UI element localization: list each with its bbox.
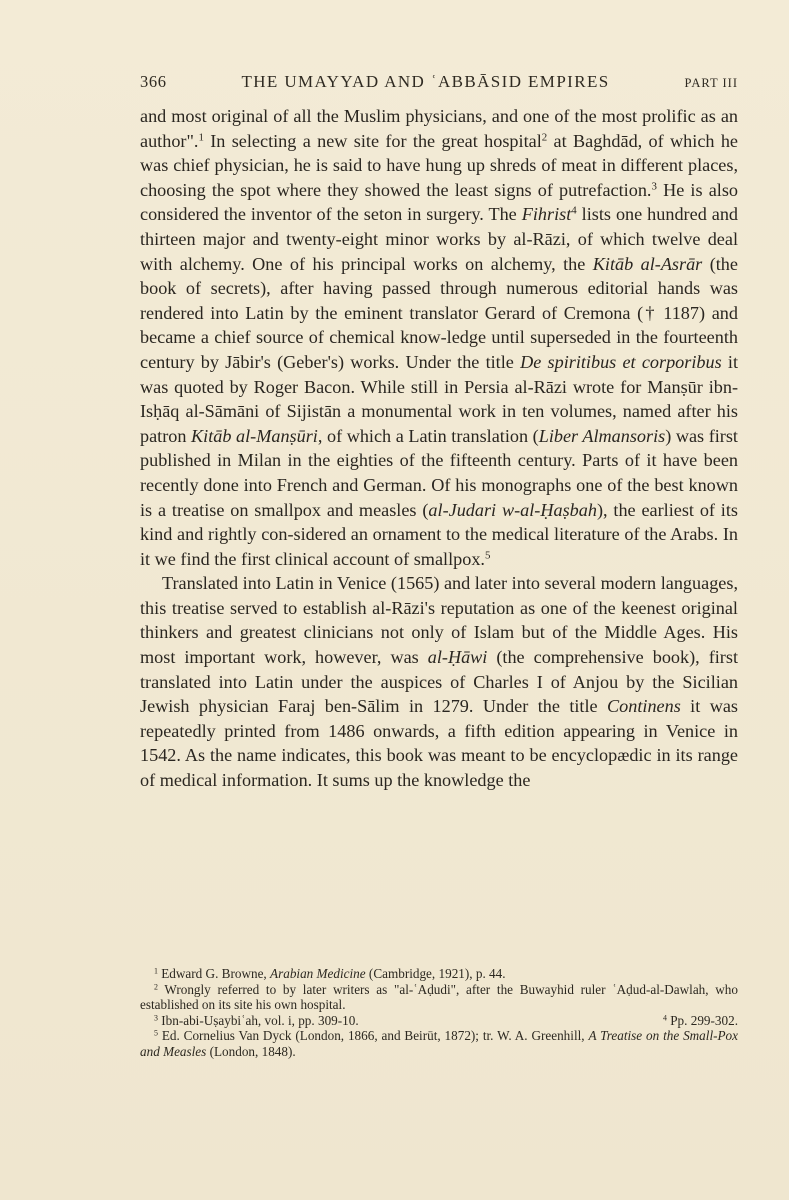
italic-title-kitab-al-asrar: Kitāb al-Asrār [592,253,703,274]
footnote-text: Ibn-abi-Uṣaybiʿah, vol. i, pp. 309-10. [157,1012,359,1028]
page-number: 366 [140,72,167,91]
text-run: at Baghdād, of which he was chief physician, he is said to have hung up shreds of meat in different places, choosing the spot where they showed the least signs of putrefaction. [140,130,738,200]
footnote-5 [140,1028,738,1059]
text-run: it was quoted by Roger Bacon. While still in Persia al-Rāzi wrote for Manṣūr ibn-Isḥāq al-Sāmāni of Sijistān a monumental work in ten volumes, named after his patron [140,351,739,446]
footnote-4 [649,1013,738,1029]
footnote-text: (London, 1848). [206,1043,296,1059]
paragraph-2 [140,571,738,792]
text-run: He is also considered the inventor of the seton in surgery. The [140,179,738,225]
paragraph-1 [140,104,738,571]
footnote-3 [140,1013,359,1029]
footnote-number: 2 [154,981,158,991]
footnote-text: (Cambridge, 1921), p. 44. [365,966,506,981]
italic-title-fihrist: Fihrist [521,204,572,225]
footnote-ref-1: 1 [198,131,204,144]
footnote-text: Ed. Cornelius Van Dyck (London, 1866, and Beirūt, 1872); tr. W. A. Greenhill, [157,1028,589,1044]
italic-title-de-spiritibus: De spiritibus et corporibus [520,351,722,372]
footnotes [140,966,738,1060]
text-run: it was repeatedly printed from 1486 onwards, a fifth edition appearing in Venice in 1542. As the name indicates, this book was meant to be encyclopædic in its range of medical information. It sums up the knowledge the [140,696,738,791]
footnote-1 [140,966,738,982]
footnote-row-3-4 [140,1013,738,1029]
italic-title-al-judari: al-Judari w-al-Ḥaṣbah [428,499,597,520]
body-text [140,104,738,793]
italic-title-liber-almansoris: Liber Almansoris [538,425,666,446]
text-run: ) was first published in Milan in the eighties of the fifteenth century. Parts of it have been recently done into French and German. Of his monographs one of the best known is a treatise on smallpox and measles ( [140,425,738,520]
footnote-text: Wrongly referred to by later writers as "al-ʿAḍudi", after the Buwayhid ruler ʿAḍud-al-Dawlah, who established on its site his own hospital. [140,981,738,1013]
text-run: Translated into Latin in Venice (1565) and later into several modern languages, this treatise served to establish al-Rāzi's reputation as one of the keenest original thinkers and greatest clinicians not only of Islam but of the Middle Ages. His most important work, however, was [140,573,738,668]
footnote-number: 3 [154,1013,158,1023]
footnote-number: 4 [662,1013,667,1023]
footnote-ref-4: 4 [571,204,577,217]
text-run: , of which a Latin translation ( [317,425,539,446]
footnote-ref-3: 3 [651,180,657,193]
part-label: PART III [684,76,738,90]
italic-title-al-hawi: al-Ḥāwi [427,647,488,668]
text-run: (the comprehensive book), first translated into Latin under the auspices of Charles I of Anjou by the Sicilian Jewish physician Faraj ben-Sālim in 1279. Under the title [140,647,738,717]
footnote-number: 5 [154,1028,158,1038]
footnote-ref-5: 5 [484,549,491,562]
footnote-italic: A Treatise on the Small-Pox and Measles [140,1028,738,1059]
footnote-italic: Arabian Medicine [270,966,366,981]
text-run: In selecting a new site for the great hospital [203,130,542,151]
italic-title-kitab-al-mansuri: Kitāb al-Manṣūri [191,425,318,446]
text-run: and most original of all the Muslim physicians, and one of the most prolific as an author". [140,106,738,151]
running-title: THE UMAYYAD AND ʿABBĀSID EMPIRES [241,72,610,91]
running-head [140,72,738,96]
text-run: ), the earliest of its kind and rightly con-sidered an ornament to the medical literature of the Arabs. In it we find the first clinical account of smallpox. [140,499,738,569]
text-run: lists one hundred and thirteen major and twenty-eight minor works by al-Rāzi, of which twelve deal with alchemy. One of his principal works on alchemy, the [140,204,739,274]
italic-title-continens: Continens [607,696,681,717]
text-run: (the book of secrets), after having passed through numerous editorial hands was rendered into Latin by the eminent translator Gerard of Cremona († 1187) and became a chief source of chemical know-ledge until superseded in the fourteenth century by Jābir's (Geber's) works. Under the title [140,253,738,372]
footnote-2 [140,982,738,1013]
footnote-text: Pp. 299-302. [666,1012,738,1028]
footnote-number: 1 [154,966,158,976]
footnote-ref-2: 2 [541,131,548,144]
footnote-text: Edward G. Browne, [157,966,271,981]
